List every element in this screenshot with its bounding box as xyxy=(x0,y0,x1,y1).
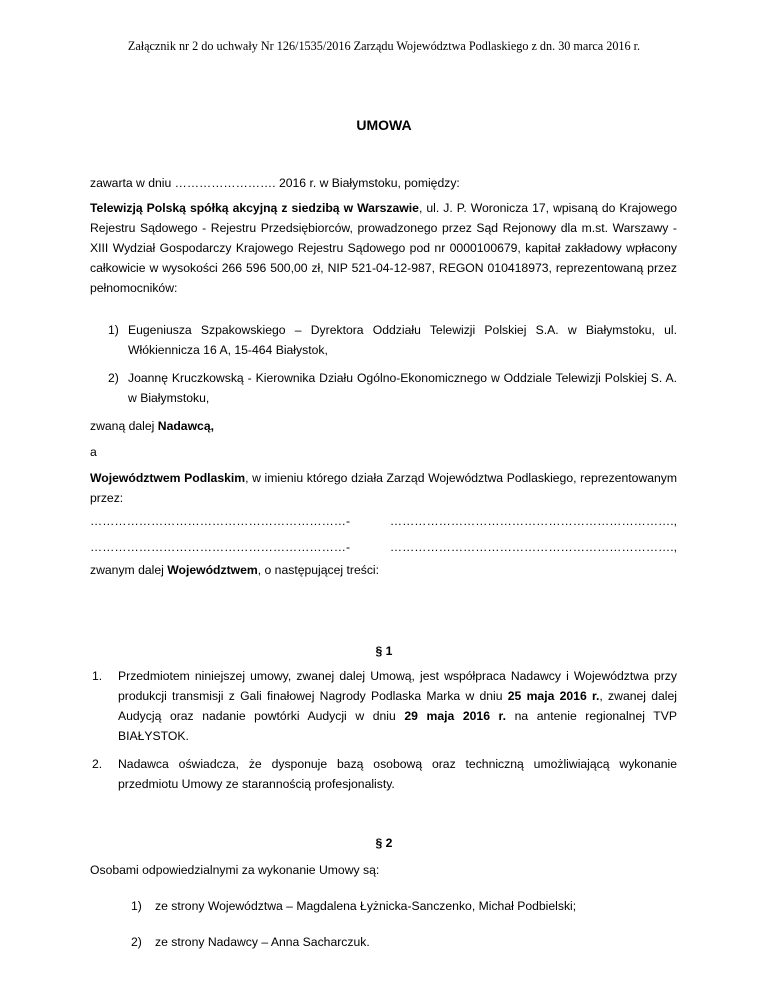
section-2-item-2-text: ze strony Nadawcy – Anna Sacharczuk. xyxy=(155,935,370,949)
section-1-item-2-text: Nadawca oświadcza, że dysponuje bazą osobową oraz techniczną umożliwiającą wykonanie przedmiotu Umowy ze starannością profesjonalisty. xyxy=(118,757,677,791)
party1-called-line xyxy=(90,416,677,436)
signature-line-2 xyxy=(90,540,677,554)
signature-line-1 xyxy=(90,514,677,528)
party2-called-name: Województwem xyxy=(167,563,258,577)
party1-called-prefix: zwaną dalej xyxy=(90,419,158,433)
party1-paragraph xyxy=(90,198,677,298)
section-2-heading: § 2 xyxy=(375,836,393,850)
signature-line-1-left: ………………………………………………………- xyxy=(90,514,350,528)
and-line: a xyxy=(90,445,97,459)
party2-called-line xyxy=(90,560,677,580)
section-1-item-2-number: 2. xyxy=(92,757,103,771)
representative-2-text: Joannę Kruczkowską - Kierownika Działu Ogólno-Ekonomicznego w Oddziale Telewizji Polskiej S. A. w Białymstoku, xyxy=(128,371,677,405)
rerun-date: 29 maja 2016 r. xyxy=(404,709,507,723)
representative-1-text: Eugeniusza Szpakowskiego – Dyrektora Oddziału Telewizji Polskiej S.A. w Białymstoku, ul. Włókiennicza 16 A, 15-464 Białystok, xyxy=(128,323,677,357)
section-2-item-1-text: ze strony Województwa – Magdalena Łyżnicka-Sanczenko, Michał Podbielski; xyxy=(155,899,577,913)
party2-paragraph xyxy=(90,468,677,508)
section-2-intro: Osobami odpowiedzialnymi za wykonanie Umowy są: xyxy=(90,863,380,877)
section-1-item-1-part3: na antenie regionalnej TVP BIAŁYSTOK. xyxy=(118,709,677,743)
section-2-item-2-number: 2) xyxy=(131,935,142,949)
signature-line-2-right: ……………………………………………………………., xyxy=(389,540,677,554)
section-1-item-1-part2: , zwanej dalej Audycją oraz nadanie powtórki Audycji w dniu xyxy=(118,689,677,723)
representative-1-number: 1) xyxy=(108,323,119,337)
intro-line: zawarta w dniu ……………………. 2016 r. w Białymstoku, pomiędzy: xyxy=(90,176,460,190)
gala-date: 25 maja 2016 r. xyxy=(507,689,600,703)
party2-details: , w imieniu którego działa Zarząd Województwa Podlaskiego, reprezentowanym przez: xyxy=(90,471,677,505)
section-1-item-1-text xyxy=(118,666,677,746)
attachment-header: Załącznik nr 2 do uchwały Nr 126/1535/2016 Zarządu Województwa Podlaskiego z dn. 30 marca 2016 r. xyxy=(127,39,641,53)
representative-2-number: 2) xyxy=(108,371,119,385)
section-1-item-1-number: 1. xyxy=(92,669,103,683)
signature-line-2-left: ………………………………………………………- xyxy=(90,540,350,554)
signature-line-1-right: ……………………………………………………………., xyxy=(389,514,677,528)
party1-called-name: Nadawcą, xyxy=(157,419,214,433)
section-1-heading: § 1 xyxy=(375,644,393,658)
party2-called-prefix: zwanym dalej xyxy=(90,563,168,577)
section-1-item-1-part1: Przedmiotem niniejszej umowy, zwanej dalej Umową, jest współpraca Nadawcy i Województwa przy produkcji transmisji z Gali finałowej Nagrody Podlaska Marka w dniu xyxy=(118,669,677,703)
section-2-item-1-number: 1) xyxy=(131,899,142,913)
document-title: UMOWA xyxy=(356,117,412,133)
party1-name: Telewizją Polską spółką akcyjną z siedzibą w Warszawie xyxy=(90,201,419,215)
party2-called-suffix: , o następującej treści: xyxy=(257,563,380,577)
party1-details: , ul. J. P. Woronicza 17, wpisaną do Krajowego Rejestru Sądowego - Rejestru Przedsiębiorców, prowadzonego przez Sąd Rejonowy dla m.st. Warszawy - XIII Wydział Gospodarczy Krajowego Rejestru Sądowego pod nr 0000100679, kapitał zakładowy wpłacony całkowicie w wysokości 266 596 500,00 zł, NIP 521-04-12-987, REGON 010418973, reprezentowaną przez pełnomocników: xyxy=(90,201,677,295)
party2-name: Województwem Podlaskim xyxy=(90,471,246,485)
